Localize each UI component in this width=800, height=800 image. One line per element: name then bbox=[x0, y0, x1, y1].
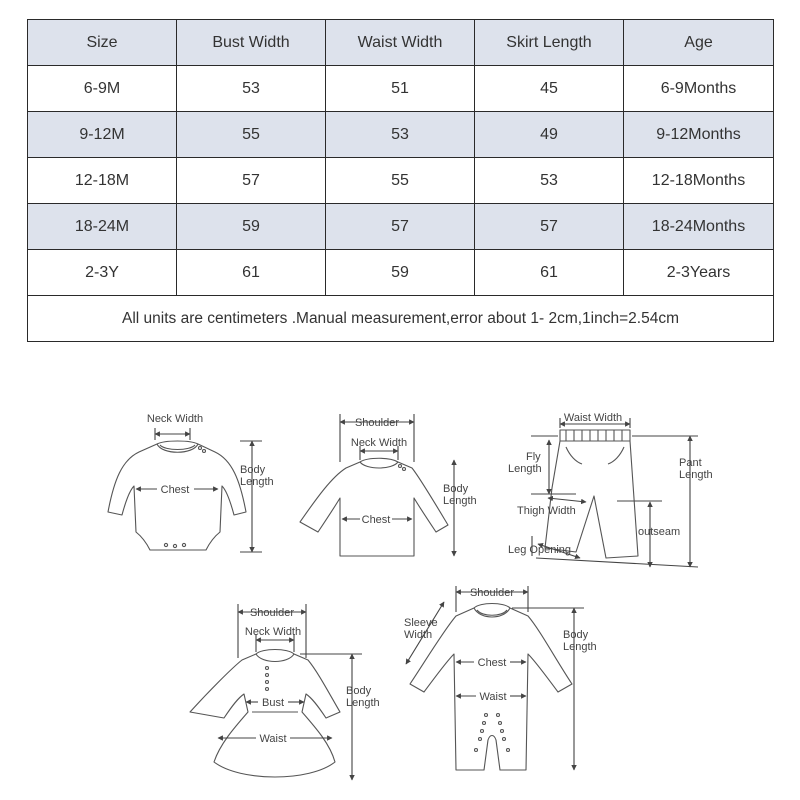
table-row bbox=[28, 66, 774, 112]
cell-skirt-length: 49 bbox=[475, 112, 624, 158]
romper-chest-label: Chest bbox=[477, 657, 507, 669]
table-row bbox=[28, 158, 774, 204]
cell-age: 6-9Months bbox=[624, 66, 774, 112]
dress-neck-width-label: Neck Width bbox=[244, 626, 302, 638]
cell-age: 18-24Months bbox=[624, 204, 774, 250]
cell-size: 12-18M bbox=[28, 158, 177, 204]
dress-waist-label: Waist bbox=[259, 733, 287, 745]
romper-sleeve-width-label: Sleeve bbox=[404, 617, 438, 629]
header-row bbox=[28, 20, 774, 66]
note-row bbox=[28, 296, 774, 342]
cell-bust-width: 57 bbox=[177, 158, 326, 204]
dress-bust-label: Bust bbox=[261, 697, 285, 709]
measurement-diagrams-svg bbox=[0, 360, 800, 800]
header-bust-width: Bust Width bbox=[177, 20, 326, 66]
shirt-diagram bbox=[300, 414, 454, 556]
romper-body-length-label-2: Length bbox=[563, 641, 597, 653]
dress-body-length-label-2: Length bbox=[346, 697, 380, 709]
pants-thigh-width-label: Thigh Width bbox=[517, 505, 576, 517]
cell-size: 2-3Y bbox=[28, 250, 177, 296]
cell-waist-width: 55 bbox=[326, 158, 475, 204]
shirt-shoulder-label: Shoulder bbox=[354, 417, 400, 429]
header-size: Size bbox=[28, 20, 177, 66]
cell-size: 18-24M bbox=[28, 204, 177, 250]
cell-skirt-length: 53 bbox=[475, 158, 624, 204]
cell-bust-width: 61 bbox=[177, 250, 326, 296]
cell-waist-width: 57 bbox=[326, 204, 475, 250]
romper-shoulder-label: Shoulder bbox=[469, 587, 515, 599]
cell-waist-width: 51 bbox=[326, 66, 475, 112]
cell-waist-width: 53 bbox=[326, 112, 475, 158]
cell-bust-width: 53 bbox=[177, 66, 326, 112]
header-skirt-length: Skirt Length bbox=[475, 20, 624, 66]
shirt-body-length-label-2: Length bbox=[443, 495, 477, 507]
pants-fly-length-label-2: Length bbox=[508, 463, 542, 475]
shirt-body-length-label: Body bbox=[443, 483, 469, 495]
shirt-chest-label: Chest bbox=[361, 514, 391, 526]
cell-age: 12-18Months bbox=[624, 158, 774, 204]
cell-waist-width: 59 bbox=[326, 250, 475, 296]
cell-age: 2-3Years bbox=[624, 250, 774, 296]
measurement-diagrams bbox=[0, 360, 800, 800]
pants-waist-width-label: Waist Width bbox=[563, 412, 623, 424]
romper-body-length-label: Body bbox=[563, 629, 589, 641]
bodysuit-neck-width-label: Neck Width bbox=[146, 413, 204, 425]
pants-pant-length-label-2: Length bbox=[679, 469, 713, 481]
pants-outseam-label: outseam bbox=[638, 526, 681, 538]
romper-sleeve-width-label-2: Width bbox=[404, 629, 433, 641]
cell-skirt-length: 61 bbox=[475, 250, 624, 296]
dress-shoulder-label: Shoulder bbox=[249, 607, 295, 619]
header-waist-width: Waist Width bbox=[326, 20, 475, 66]
romper-diagram bbox=[406, 586, 584, 770]
table-row bbox=[28, 250, 774, 296]
cell-size: 9-12M bbox=[28, 112, 177, 158]
pants-fly-length-label: Fly bbox=[526, 451, 541, 463]
bodysuit-body-length-label-2: Length bbox=[240, 476, 274, 488]
cell-skirt-length: 45 bbox=[475, 66, 624, 112]
cell-size: 6-9M bbox=[28, 66, 177, 112]
header-age: Age bbox=[624, 20, 774, 66]
dress-body-length-label: Body bbox=[346, 685, 372, 697]
cell-bust-width: 59 bbox=[177, 204, 326, 250]
shirt-neck-width-label: Neck Width bbox=[350, 437, 408, 449]
bodysuit-chest-label: Chest bbox=[160, 484, 190, 496]
bodysuit-body-length-label: Body bbox=[240, 464, 266, 476]
table-row bbox=[28, 112, 774, 158]
cell-skirt-length: 57 bbox=[475, 204, 624, 250]
pants-pant-length-label: Pant bbox=[679, 457, 702, 469]
size-chart-table bbox=[27, 19, 774, 342]
romper-waist-label: Waist bbox=[479, 691, 507, 703]
cell-bust-width: 55 bbox=[177, 112, 326, 158]
measurement-note: All units are centimeters .Manual measurement,error about 1- 2cm,1inch=2.54cm bbox=[28, 296, 774, 342]
pants-leg-opening-label: Leg Opening bbox=[508, 544, 571, 556]
cell-age: 9-12Months bbox=[624, 112, 774, 158]
table-row bbox=[28, 204, 774, 250]
